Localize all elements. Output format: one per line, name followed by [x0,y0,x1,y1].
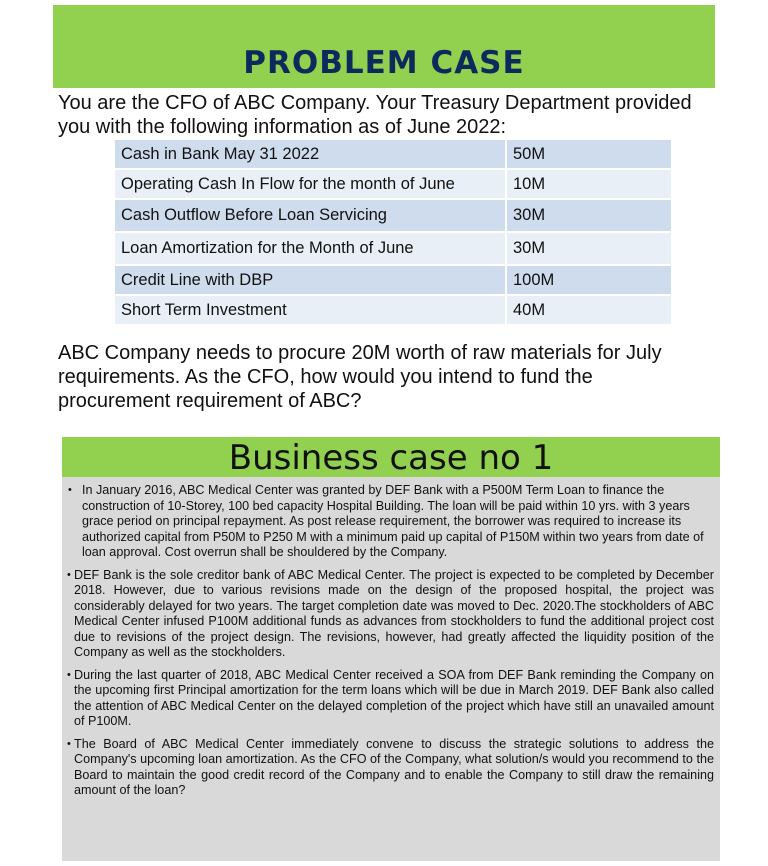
row-label: Short Term Investment [115,295,506,325]
intro-text: You are the CFO of ABC Company. Your Treasury Department provided you with the following information as of June 2022: [58,92,692,138]
list-item [68,668,714,730]
business-case-title: Business case no 1 [62,437,720,477]
bullet-text: DEF Bank is the sole creditor bank of ABC Medical Center. The project is expected to be completed by December 2018. However, due to various revisions made on the design of the proposed hospital, the project was considerably delayed for two years. The target completion date was moved to Dec. 2020.The stockholders of ABC Medical Center infused P100M additional funds as advances from stockholders to fund the additional project cost due to revisions of the project design. The revisions, however, had greatly affected the liquidity position of the Company as well as the stockholders. [74,567,714,659]
bullet-text: In January 2016, ABC Medical Center was granted by DEF Bank with a P500M Term Loan to finance the construction of 10-Storey, 100 bed capacity Hospital Building. The loan will be paid within 10 yrs. with 3 years grace period on principal repayment. As post release requirement, the borrower was required to increase its authorized capital from P50M to P250 M with a minimum paid up capital of P150M within two years from date of loan approval. Cost overrun shall be shouldered by the Company. [82,483,704,559]
table-row [115,232,671,265]
list-item [68,737,714,799]
row-value: 30M [506,199,671,232]
row-label: Cash in Bank May 31 2022 [115,140,506,169]
bullet-icon: • [68,484,72,496]
bullet-text: The Board of ABC Medical Center immediately convene to discuss the strategic solutions to address the Company's upcoming loan amortization. As the CFO of the Company, what solution/s would you recommend to the Board to maintain the good credit record of the Company and to enable the Company to still draw the remaining amount of the loan? [74,736,714,797]
row-label: Operating Cash In Flow for the month of June [115,169,506,199]
list-item [68,483,714,561]
problem-case-banner [53,5,715,88]
row-label: Loan Amortization for the Month of June [115,232,506,265]
table-row [115,295,671,325]
bullet-icon: • [67,668,71,681]
row-label: Credit Line with DBP [115,265,506,295]
bullet-icon: • [67,737,71,750]
table-row [115,169,671,199]
problem-case-title: PROBLEM CASE [243,45,525,81]
treasury-info-table [115,140,671,326]
row-value: 40M [506,295,671,325]
row-value: 30M [506,232,671,265]
row-value: 10M [506,169,671,199]
bullet-icon: • [67,568,71,581]
list-item [68,568,714,661]
question-text: ABC Company needs to procure 20M worth of raw materials for July requirements. As the CFO, how would you intend to fund the procurement requirement of ABC? [58,342,662,412]
row-value: 100M [506,265,671,295]
business-case-bullets [62,477,720,799]
bullet-text: During the last quarter of 2018, ABC Medical Center received a SOA from DEF Bank reminding the Company on the upcoming first Principal amortization for the term loans which will be due in March 2019. DEF Bank also called the attention of ABC Medical Center on the delayed completion of the project which have still an unavailed amount of P100M. [74,667,714,728]
table-row [115,140,671,169]
row-value: 50M [506,140,671,169]
business-case-panel [62,437,720,861]
table-row [115,265,671,295]
table-row [115,199,671,232]
row-label: Cash Outflow Before Loan Servicing [115,199,506,232]
